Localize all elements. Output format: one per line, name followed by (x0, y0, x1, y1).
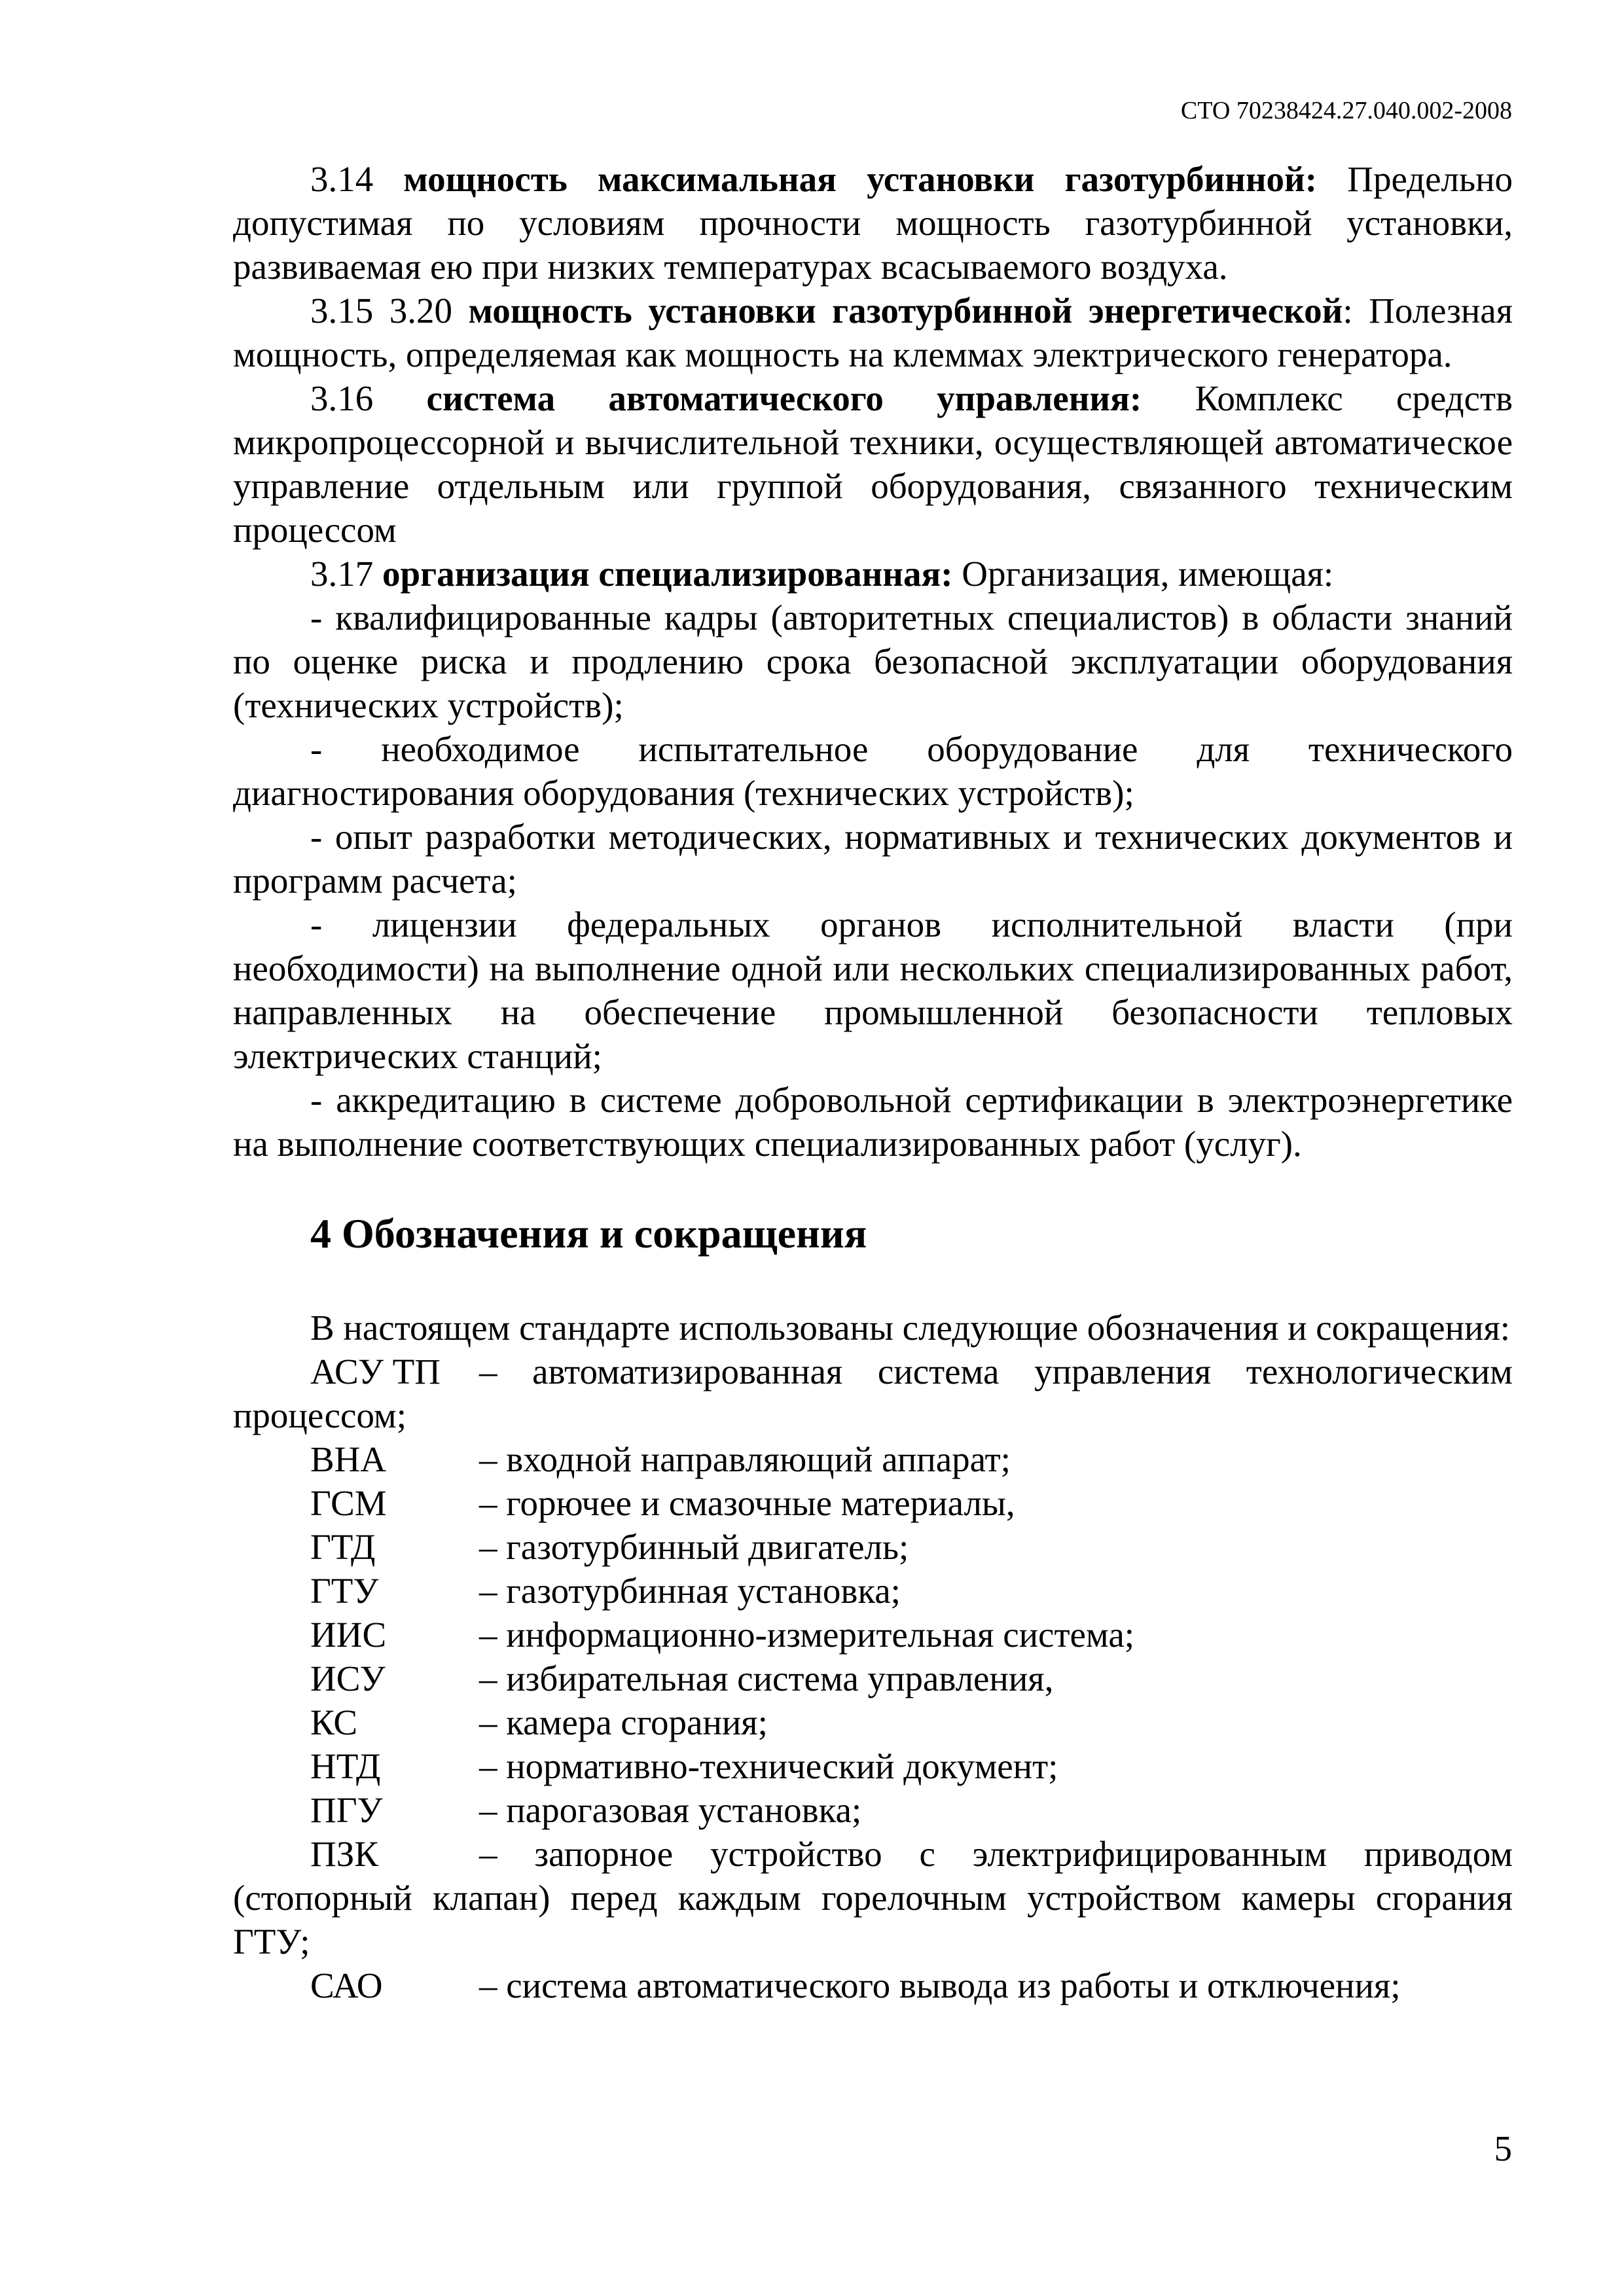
abbreviation-entry (233, 1700, 1513, 1744)
abbreviation-entry (233, 1657, 1513, 1700)
section-intro: В настоящем стандарте использованы следующие обозначения и сокращения: (310, 1308, 1511, 1348)
list-item: - квалифицированные кадры (авторитетных специалистов) в области знаний по оценке риска и продлению срока безопасной эксплуатации оборудования (технических устройств); (233, 598, 1513, 725)
list-item: - опыт разработки методических, нормативных и технических документов и программ расчета; (233, 817, 1513, 901)
document-code: СТО 70238424.27.040.002-2008 (1180, 97, 1512, 124)
abbreviation-description: – автоматизированная система управления технологическим (479, 1352, 1513, 1391)
abbreviation-code: НТД (310, 1746, 381, 1786)
list-item: - лицензии федеральных органов исполнительной власти (при необходимости) на выполнение одной или нескольких специализированных работ, направленных на обеспечение промышленной безопасности тепловых электрических станций; (233, 905, 1513, 1076)
abbreviation-entry (233, 1832, 1513, 1964)
term-number: 3.17 (310, 554, 374, 594)
abbreviation-entry (233, 1437, 1513, 1481)
term-text-lead: Предельно (1347, 159, 1513, 199)
term-title: система автоматического управления: (426, 378, 1142, 418)
abbreviation-entry (233, 1525, 1513, 1569)
abbreviation-description-continued: процессом; (233, 1395, 407, 1435)
abbreviation-code: КС (310, 1702, 357, 1742)
abbreviation-description-continued: (стопорный клапан) перед каждым горелочным устройством камеры сгорания ГТУ; (233, 1878, 1513, 1962)
term-3-17 (233, 552, 1513, 596)
term-title: мощность установки газотурбинной энергетической (468, 291, 1343, 331)
abbreviation-code: ГТУ (310, 1571, 379, 1611)
abbreviation-code: ПЗК (310, 1834, 378, 1874)
term-definition: Полезная мощность, определяемая как мощность на клеммах электрического генератора. (233, 291, 1513, 374)
term-3-14 (233, 157, 1513, 289)
abbreviation-entry (233, 1350, 1513, 1437)
abbreviation-entry (233, 1613, 1513, 1657)
page-content (233, 157, 1513, 2007)
abbreviation-entry (233, 1788, 1513, 1832)
list-item: - аккредитацию в системе добровольной сертификации в электроэнергетике на выполнение соответствующих специализированных работ (услуг). (233, 1080, 1513, 1164)
term-3-16 (233, 376, 1513, 552)
section-heading: 4 Обозначения и сокращения (310, 1210, 867, 1257)
abbreviation-entry (233, 1481, 1513, 1525)
term-number: 3.14 (310, 159, 374, 199)
term-definition: микропроцессорной и вычислительной техники, осуществляющей автоматическое управление отдельным или группой оборудования, связанного техническим процессом (233, 422, 1513, 550)
abbreviation-entry (233, 1569, 1513, 1613)
list-item: - необходимое испытательное оборудование для технического диагностирования оборудования (технических устройств); (233, 729, 1513, 813)
term-definition: допустимая по условиям прочности мощность газотурбинной установки, развиваемая ею при низких температурах всасываемого воздуха. (233, 203, 1513, 287)
abbreviation-code: САО (310, 1965, 383, 2005)
term-title: мощность максимальная установки газотурбинной: (403, 159, 1318, 199)
term-number: 3.16 (310, 378, 374, 418)
abbreviation-entry (233, 1744, 1513, 1788)
abbreviation-code: ВНА (310, 1439, 387, 1479)
term-text-lead: Организация, имеющая: (962, 554, 1334, 594)
abbreviation-description: – система автоматического вывода из работы и отключения; (479, 1965, 1401, 2005)
abbreviation-description: – горючее и смазочные материалы, (479, 1483, 1015, 1523)
abbreviation-code: ИСУ (310, 1659, 386, 1698)
term-number: 3.15 3.20 (310, 291, 452, 331)
abbreviation-code: ИИС (310, 1615, 387, 1655)
abbreviation-description: – газотурбинный двигатель; (479, 1527, 909, 1567)
term-text-lead: : (1343, 291, 1353, 331)
abbreviation-description: – парогазовая установка; (479, 1790, 862, 1830)
abbreviation-description: – избирательная система управления, (479, 1659, 1054, 1698)
term-text-lead: Комплекс средств (1195, 378, 1513, 418)
abbreviation-description: – информационно-измерительная система; (479, 1615, 1135, 1655)
abbreviation-code: АСУ ТП (310, 1352, 441, 1391)
abbreviation-description: – камера сгорания; (479, 1702, 768, 1742)
abbreviation-code: ГТД (310, 1527, 376, 1567)
page-number: 5 (1494, 2128, 1512, 2168)
abbreviation-entry (233, 1964, 1513, 2007)
abbreviation-description: – запорное устройство с электрифицированным приводом (479, 1834, 1513, 1874)
term-3-15 (233, 289, 1513, 376)
abbreviation-description: – газотурбинная установка; (479, 1571, 901, 1611)
abbreviation-code: ГСМ (310, 1483, 387, 1523)
term-title: организация специализированная: (382, 554, 953, 594)
abbreviation-description: – нормативно-технический документ; (479, 1746, 1058, 1786)
abbreviation-code: ПГУ (310, 1790, 383, 1830)
abbreviation-description: – входной направляющий аппарат; (479, 1439, 1011, 1479)
